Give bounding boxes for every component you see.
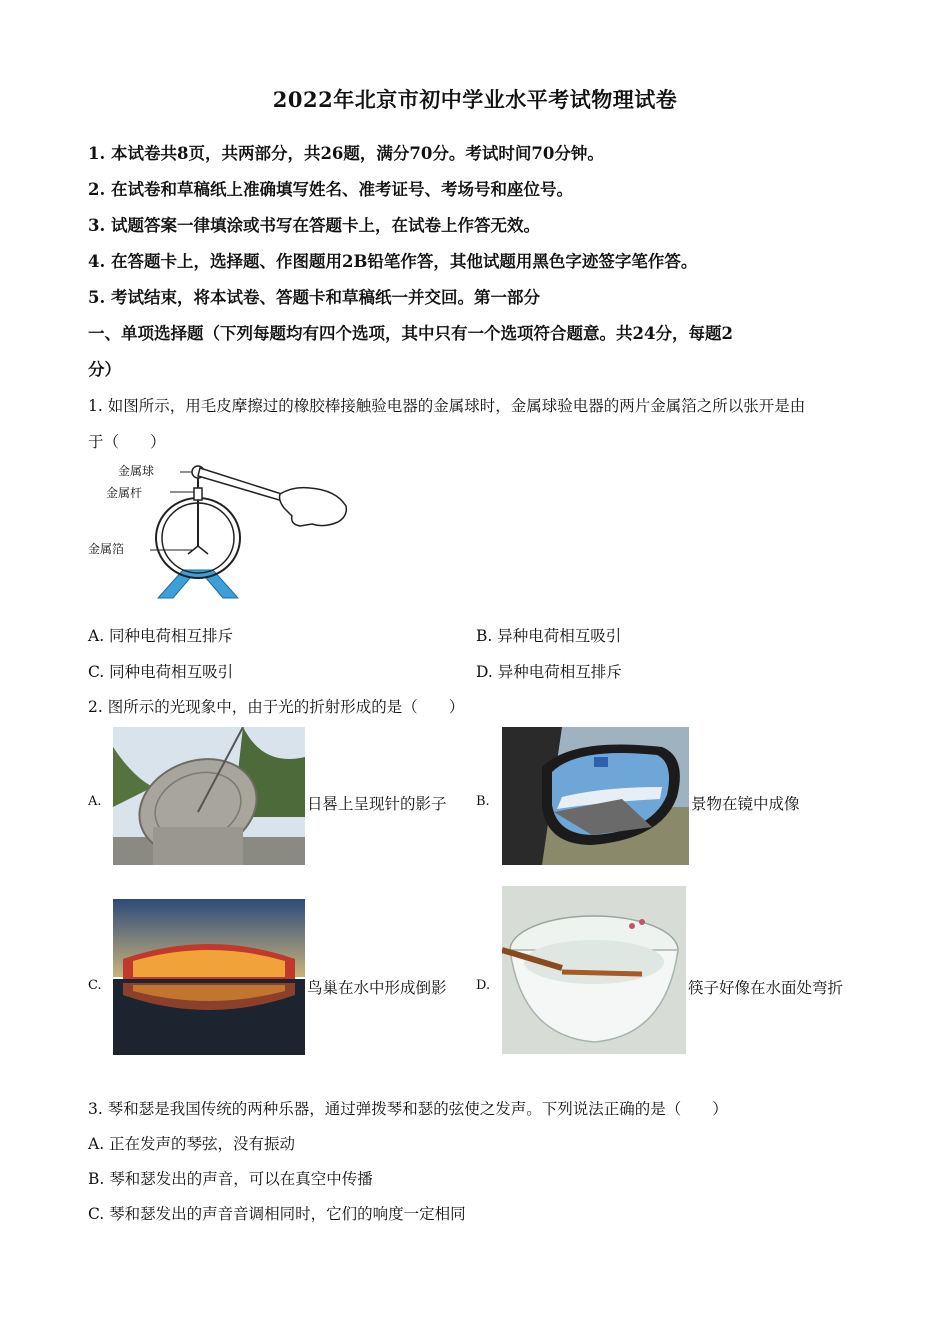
q2-option-a-letter: A. <box>88 794 102 809</box>
q2-option-c-caption: 鸟巢在水中形成倒影 <box>307 979 447 997</box>
q1-stem-line2: 于（ ） <box>88 433 166 451</box>
label-metal-ball: 金属球 <box>118 464 155 478</box>
q3-option-b: B. 琴和瑟发出的声音，可以在真空中传播 <box>88 1170 373 1188</box>
label-metal-rod: 金属杆 <box>106 486 143 500</box>
page-title: 2022年北京市初中学业水平考试物理试卷 <box>272 87 678 112</box>
section-heading-line1: 一、单项选择题（下列每题均有四个选项，其中只有一个选项符合题意。共24分，每题2 <box>88 324 733 343</box>
sundial-photo <box>113 727 305 865</box>
instruction-4: 4. 在答题卡上，选择题、作图题用2B铅笔作答，其他试题用黑色字迹签字笔作答。 <box>88 252 698 271</box>
q3-option-c: C. 琴和瑟发出的声音音调相同时，它们的响度一定相同 <box>88 1205 466 1223</box>
q2-option-d-caption: 筷子好像在水面处弯折 <box>688 979 844 997</box>
q1-option-a: A. 同种电荷相互排斥 <box>88 627 234 645</box>
q3-option-a: A. 正在发声的琴弦，没有振动 <box>88 1135 296 1153</box>
q2-option-b-letter: B. <box>476 794 490 809</box>
section-heading-line2: 分） <box>88 360 121 379</box>
instruction-2: 2. 在试卷和草稿纸上准确填写姓名、准考证号、考场号和座位号。 <box>88 180 573 199</box>
instruction-1: 1. 本试卷共8页，共两部分，共26题，满分70分。考试时间70分钟。 <box>88 144 604 163</box>
electroscope-figure <box>88 458 353 608</box>
birds-nest-photo <box>113 899 305 1055</box>
q1-option-d: D. 异种电荷相互排斥 <box>476 663 622 681</box>
car-mirror-photo <box>502 727 689 865</box>
chopstick-bowl-photo <box>502 886 686 1054</box>
electroscope-illustration <box>88 458 353 608</box>
q2-option-c-letter: C. <box>88 978 102 993</box>
q2-option-a-caption: 日晷上呈现针的影子 <box>307 795 447 813</box>
q1-option-b: B. 异种电荷相互吸引 <box>476 627 622 645</box>
q2-stem: 2. 图所示的光现象中，由于光的折射形成的是（ ） <box>88 698 465 716</box>
q2-option-d-letter: D. <box>476 978 491 993</box>
q1-stem-line1: 1. 如图所示，用毛皮摩擦过的橡胶棒接触验电器的金属球时，金属球验电器的两片金属箔之所以张开是由 <box>88 397 806 415</box>
label-metal-foil: 金属箔 <box>88 542 125 556</box>
q1-option-c: C. 同种电荷相互吸引 <box>88 663 234 681</box>
instruction-5: 5. 考试结束，将本试卷、答题卡和草稿纸一并交回。第一部分 <box>88 288 540 307</box>
instruction-3: 3. 试题答案一律填涂或书写在答题卡上，在试卷上作答无效。 <box>88 216 540 235</box>
q3-stem: 3. 琴和瑟是我国传统的两种乐器，通过弹拨琴和瑟的弦使之发声。下列说法正确的是（ ） <box>88 1100 728 1118</box>
q2-option-b-caption: 景物在镜中成像 <box>691 795 800 813</box>
